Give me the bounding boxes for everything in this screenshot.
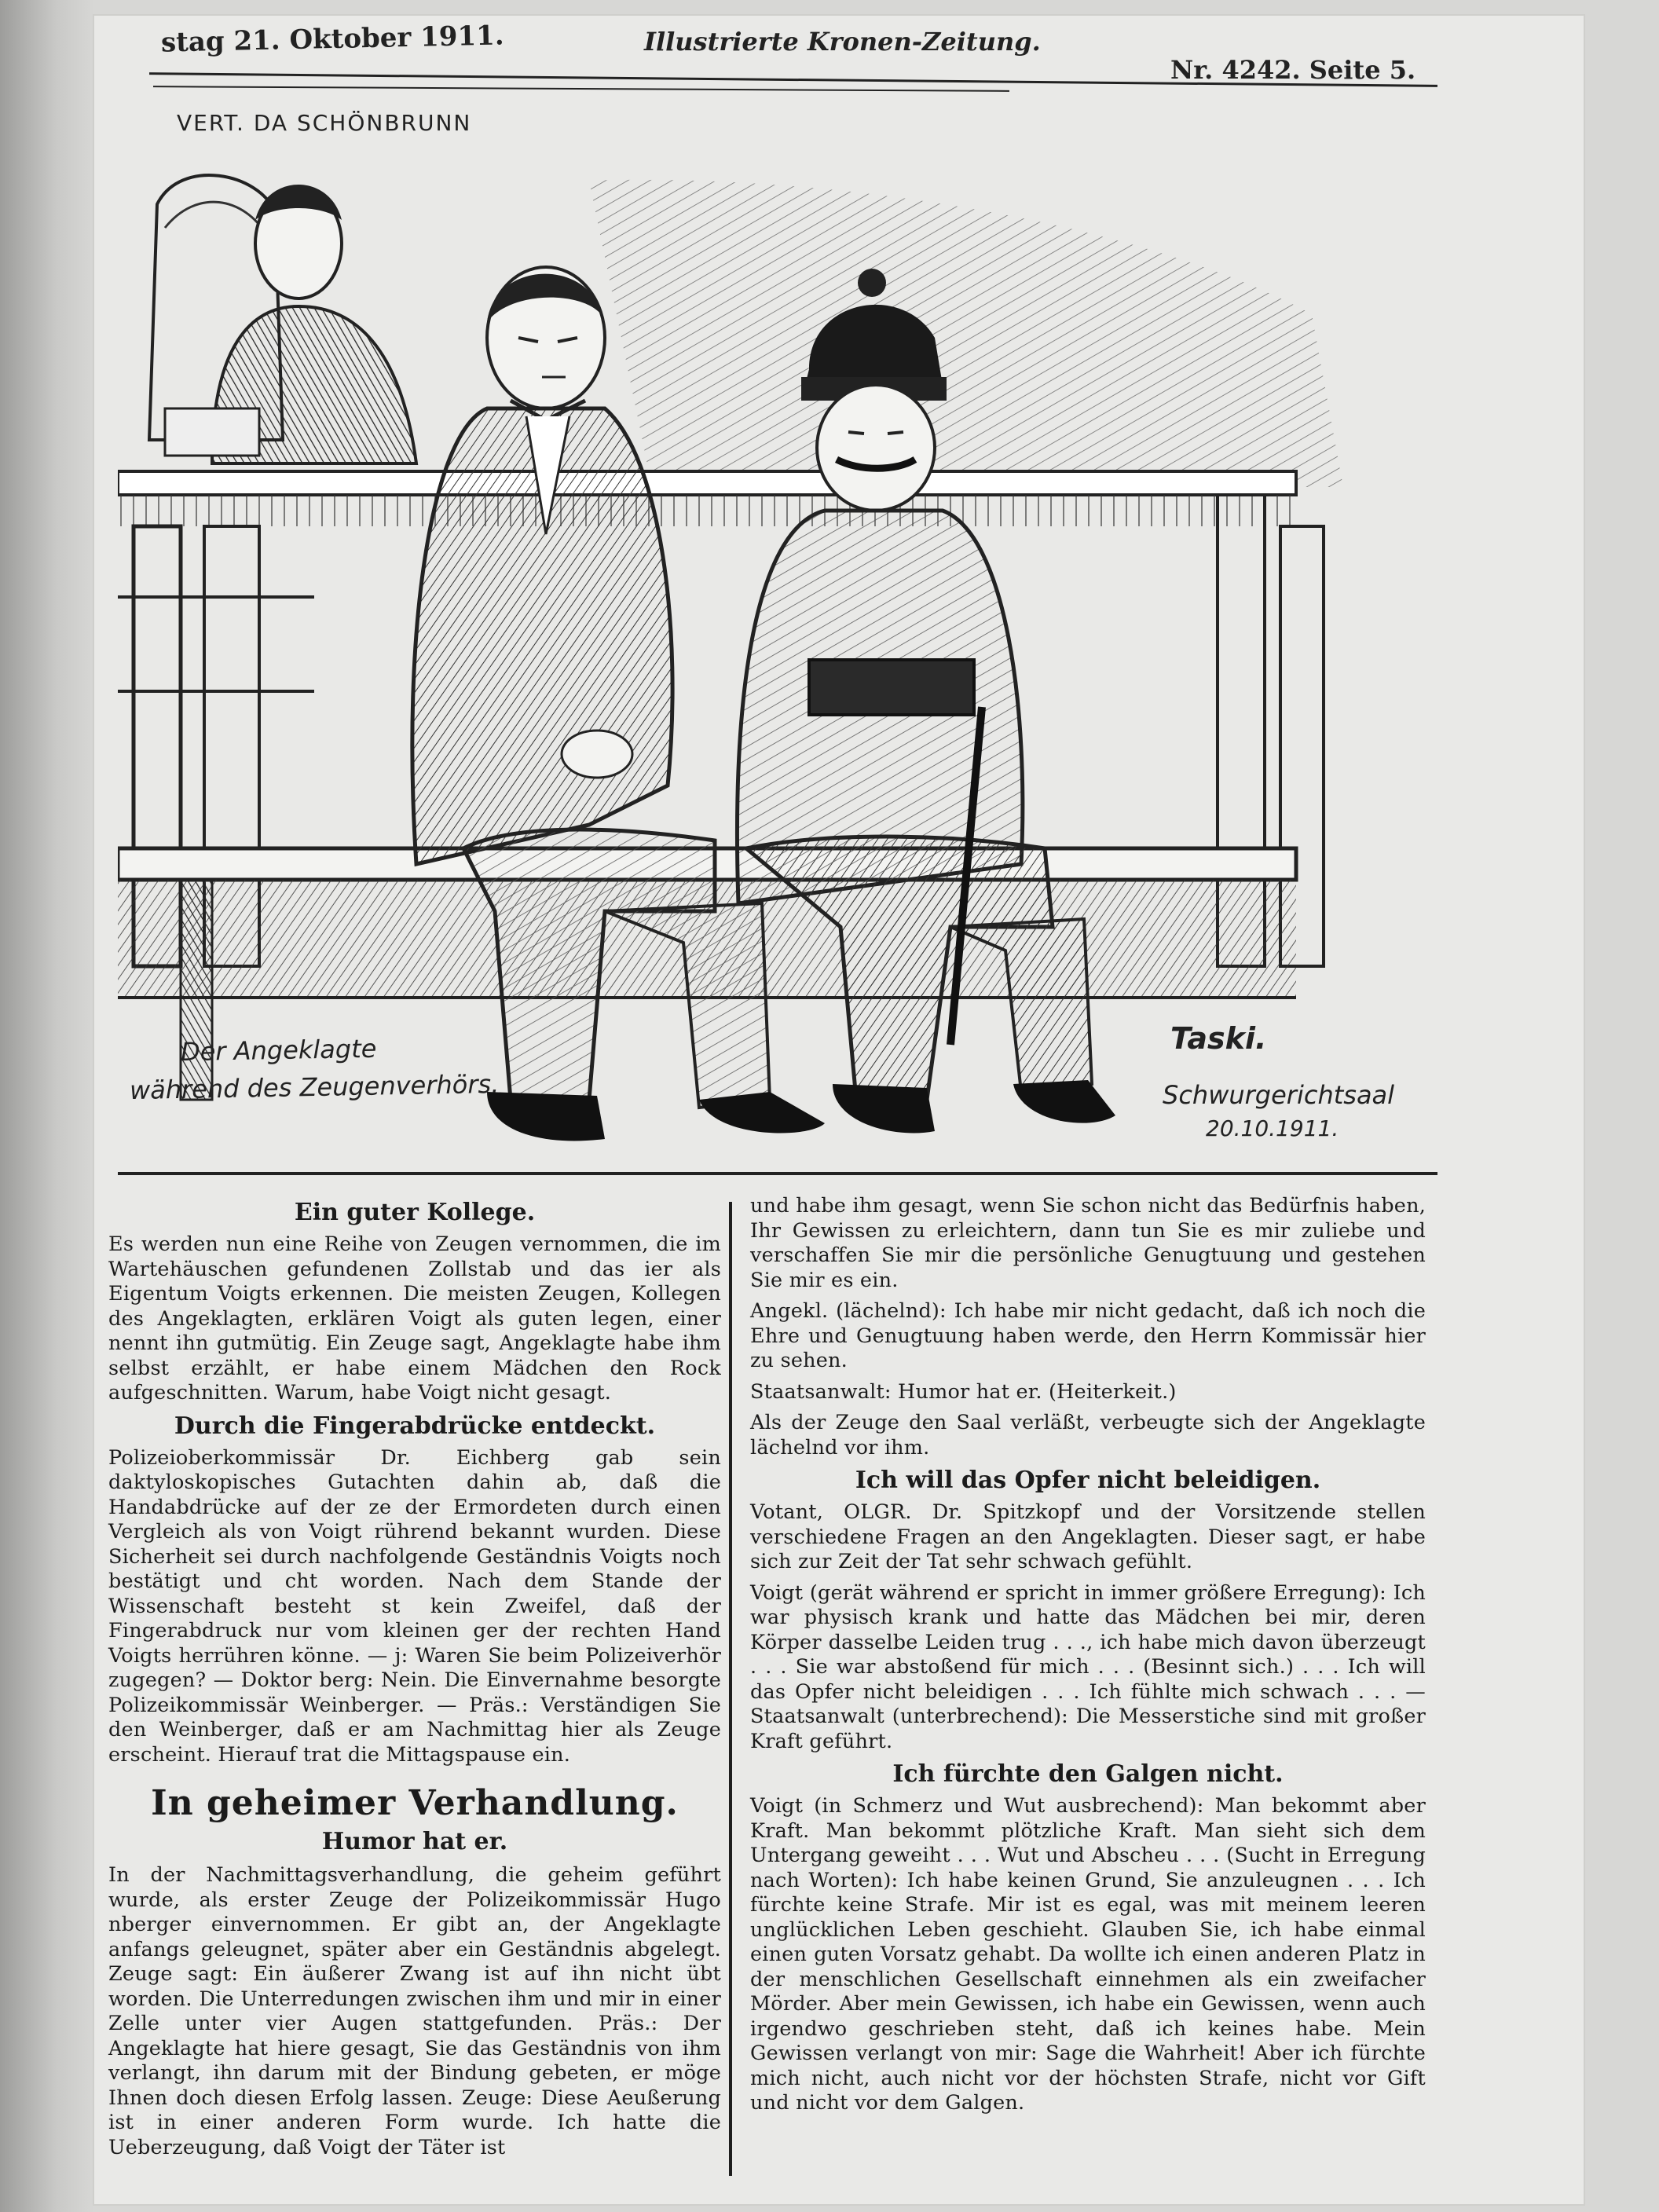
left-text-column (108, 1194, 721, 2166)
paragraph: und habe ihm gesagt, wenn Sie schon nicht das Bedürfnis haben, Ihr Gewissen zu erleichtern, dann tun Sie es mir zuliebe und verschaffen Sie mir die persönliche Genugtuung und gestehen Sie mir es ein. (750, 1194, 1426, 1292)
background-wall (589, 180, 1343, 487)
caption-left-line2: während des Zeugenverhörs. (129, 1068, 500, 1106)
artist-signature: Taski. (1170, 1021, 1267, 1056)
paragraph: Voigt (in Schmerz und Wut ausbrechend): Man bekommt aber Kraft. Man bekommt plötzliche Kraft. Man sieht sich dem Untergang geweiht . . . Wut und Abscheu . . . (Sucht in Erregung nach Worten): Ich habe keinen Grund, Sie anzuleugnen . . . Ich fürchte keine Strafe. Mir ist es egal, was mit meinem leeren unglücklichen Leben geschieht. Glauben Sie, ich habe einmal einen guten Vorsatz gehabt. Da wollte ich einen anderen Platz in der menschlichen Gesellschaft einnehmen als ein zweifacher Mörder. Aber mein Gewissen, ich habe ein Gewissen, wenn auch irgendwo geschrieben steht, daß ich keines habe. Mein Gewissen verlangt von mir: Sage die Wahrheit! Aber ich fürchte mich nicht, auch nicht vor der höchsten Strafe, nicht vor Gift und nicht vor dem Galgen. (750, 1794, 1426, 2115)
subheading-humor: Humor hat er. (321, 1828, 508, 1855)
heading-ein-guter-kollege: Ein guter Kollege. (294, 1199, 536, 1226)
page-number: Nr. 4242. Seite 5. (1170, 55, 1416, 85)
heading-geheime-verhandlung: In geheimer Verhandlung. (151, 1783, 679, 1823)
column-separator (729, 1202, 732, 2176)
paragraph: In der Nachmittagsverhandlung, die geheim geführt wurde, als erster Zeuge der Polizeikommissär Hugo nberger einvernommen. Er gibt an, der Angeklagte anfangs geleugnet, später aber ein Geständnis abgelegt. Zeuge sagt: Ein äußerer Zwang ist auf ihn nicht übt worden. Die Unterredungen zwischen ihm und mir in einer Zelle unter vier Augen stattgefunden. Präs.: Der Angeklagte hat hiere gesagt, Sie das Geständnis von ihm verlangt, ihn darum mit der Bindung gebeten, er möge Ihnen doch diesen Erfolg lassen. Zeuge: Diese Aeußerung ist in einer anderen Form wurde. Ich hatte die Ueberzeugung, daß Voigt der Täter ist (108, 1863, 721, 2159)
heading-opfer-nicht-beleidigen: Ich will das Opfer nicht beleidigen. (855, 1467, 1321, 1494)
illustration-bottom-rule (118, 1172, 1437, 1175)
illustration-top-caption: VERT. DA SCHÖNBRUNN (177, 110, 472, 136)
bench-rail (118, 471, 1296, 495)
paragraph: Polizeioberkommissär Dr. Eichberg gab sein daktyloskopisches Gutachten dahin ab, daß die Handabdrücke auf der ze der Ermordeten durch einen Vergleich als von Voigt rührend bekannt wurden. Diese Sicherheit sei durch nachfolgende Geständnis Voigts noch bestätigt und cht worden. Nach dem Stande der Wissenschaft besteht st kein Zweifel, daß der Fingerabdruck nur vom kleinen ger der rechten Hand Voigts herrühren könne. — j: Waren Sie beim Polizeiverhör zugegen? — Doktor berg: Nein. Die Einvernahme besorgte Polizeikommissär Weinberger. — Präs.: Verständigen Sie den Weinberger, daß er am Nachmittag hier als Zeuge erscheint. Hierauf trat die Mittagspause ein. (108, 1445, 721, 1767)
paragraph: Voigt (gerät während er spricht in immer größere Erregung): Ich war physisch krank und hatte das Mädchen bei mir, deren Körper dasselbe Leiden trug . . ., ich habe mich davon überzeugt . . . Sie war abstoßend für mich . . . (Besinnt sich.) . . . Ich will das Opfer nicht beleidigen . . . Ich fühlte mich schwach . . . — Staatsanwalt (unterbrechend): Die Messerstiche sind mit großer Kraft geführt. (750, 1580, 1426, 1753)
newspaper-title: Illustrierte Kronen-Zeitung. (644, 27, 1041, 57)
caption-right-line2: 20.10.1911. (1206, 1115, 1339, 1141)
caption-left-line1: Der Angeklagte (180, 1033, 377, 1068)
paragraph: Angekl. (lächelnd): Ich habe mir nicht gedacht, daß ich noch die Ehre und Genugtuung haben werde, den Herrn Kommissär hier zu sehen. (750, 1299, 1426, 1372)
issue-date: stag 21. Oktober 1911. (160, 20, 505, 59)
paragraph: Staatsanwalt: Humor hat er. (Heiterkeit.) (750, 1379, 1177, 1404)
paragraph: Als der Zeuge den Saal verläßt, verbeugte sich der Angeklagte lächelnd vor ihm. (750, 1411, 1426, 1459)
paragraph: Es werden nun eine Reihe von Zeugen vernommen, die im Wartehäuschen gefundenen Zollstab und das ier als Eigentum Voigts erkennen. Die meisten Zeugen, Kollegen des Angeklagten, erklären Voigt als guten legen, einer nennt ihn gutmütig. Ein Zeuge sagt, Angeklagte habe ihm selbst erzählt, er habe einem Mädchen den Rock aufgeschnitten. Warum, habe Voigt nicht gesagt. (108, 1232, 721, 1404)
binding-shadow (0, 0, 94, 2212)
right-text-column (750, 1194, 1426, 2122)
paragraph: Votant, OLGR. Dr. Spitzkopf und der Vorsitzende stellen verschiedene Fragen an den Angeklagten. Dieser sagt, er habe sich zur Zeit der Tat sehr schwach gefühlt. (750, 1500, 1426, 1573)
caption-right-line1: Schwurgerichtsaal (1163, 1080, 1395, 1110)
heading-fingerabdruecke: Durch die Fingerabdrücke entdeckt. (174, 1412, 656, 1440)
heading-galgen-nicht: Ich fürchte den Galgen nicht. (892, 1760, 1284, 1788)
